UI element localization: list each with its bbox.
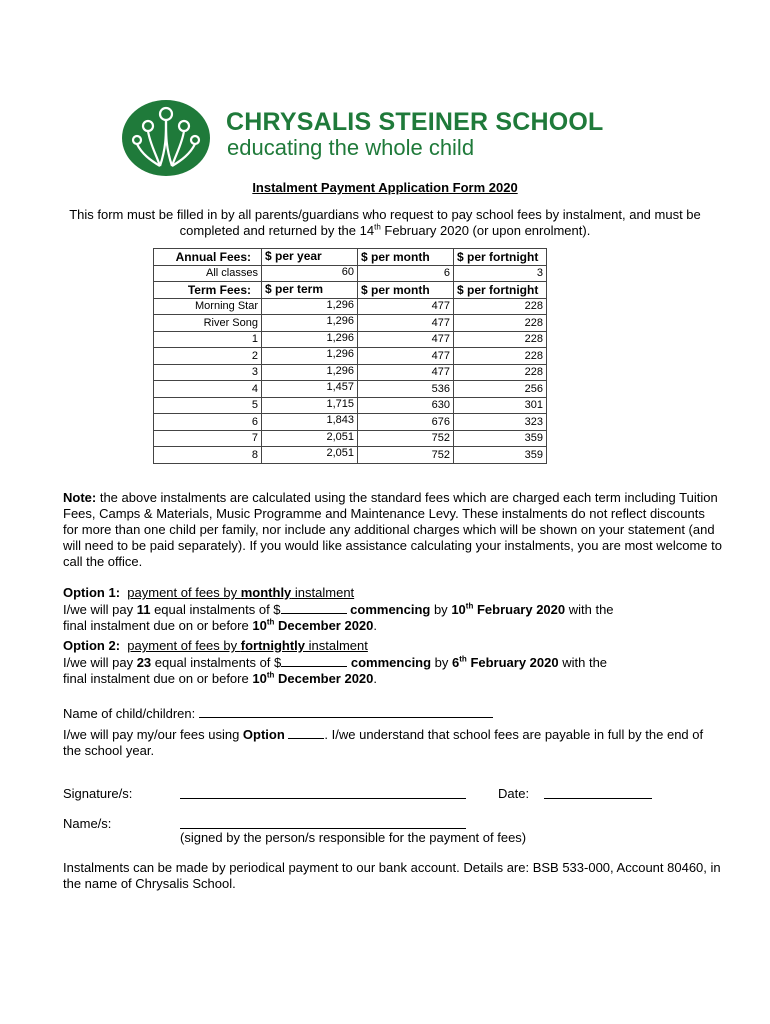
table-cell: $ per term — [262, 282, 358, 299]
table-row — [154, 331, 547, 348]
option-2-heading: payment of fees by fortnightly instalment — [127, 638, 368, 653]
tree-figures-logo-icon — [120, 96, 212, 176]
table-cell: 1,715 — [262, 397, 358, 414]
table-cell: 228 — [454, 315, 547, 332]
annual-fees-row — [154, 265, 547, 282]
table-cell: 228 — [454, 364, 547, 381]
signature-label: Signature/s: — [63, 786, 133, 801]
table-cell: 228 — [454, 331, 547, 348]
table-cell: All classes — [154, 265, 262, 282]
option-1-block: Option 1: payment of fees by monthly instalment I/we will pay 11 equal instalments of $ commencing by 10th February 2020 with the final instalment due on or before 10th December 2020. — [63, 585, 614, 633]
table-row — [154, 381, 547, 398]
table-cell: 630 — [358, 397, 454, 414]
signature-field[interactable] — [180, 798, 466, 799]
table-cell: 477 — [358, 298, 454, 315]
table-row — [154, 348, 547, 365]
table-cell: $ per month — [358, 282, 454, 299]
table-cell: 477 — [358, 331, 454, 348]
table-cell: 359 — [454, 430, 547, 447]
child-name-field[interactable] — [199, 705, 493, 718]
table-row — [154, 447, 547, 464]
table-cell: 7 — [154, 430, 262, 447]
table-row — [154, 298, 547, 315]
table-row — [154, 397, 547, 414]
table-cell: $ per fortnight — [454, 282, 547, 299]
table-cell: 2 — [154, 348, 262, 365]
table-cell: 6 — [358, 265, 454, 282]
names-label: Name/s: — [63, 816, 112, 831]
table-row — [154, 414, 547, 431]
option-1-label: Option 1: — [63, 585, 121, 600]
table-cell: 5 — [154, 397, 262, 414]
table-cell: 1,843 — [262, 414, 358, 431]
school-name: CHRYSALIS STEINER SCHOOL — [226, 108, 604, 136]
table-cell: 3 — [454, 265, 547, 282]
table-cell: 8 — [154, 447, 262, 464]
term-fees-header-row — [154, 282, 547, 299]
table-cell: River Song — [154, 315, 262, 332]
bank-details: Instalments can be made by periodical payment to our bank account. Details are: BSB 533-000, Account 80460, in the name of Chrysalis School. — [63, 860, 721, 891]
child-name-line — [63, 705, 723, 722]
option-2-label: Option 2: — [63, 638, 121, 653]
table-cell: 752 — [358, 430, 454, 447]
intro-text: This form must be filled in by all parents/guardians who request to pay school fees by instalment, and must be completed and returned by the 14th February 2020 (or upon enrolment). — [69, 207, 701, 238]
date-field[interactable] — [544, 798, 652, 799]
table-cell: 2,051 — [262, 447, 358, 464]
table-cell: 1,296 — [262, 315, 358, 332]
child-name-label: Name of child/children: — [63, 706, 196, 721]
option-2-amount-field[interactable] — [281, 654, 347, 667]
annual-fees-header-row — [154, 249, 547, 266]
table-row — [154, 315, 547, 332]
table-cell: $ per month — [358, 249, 454, 266]
note-paragraph: Note: the above instalments are calculated using the standard fees which are charged each term including Tuition Fees, Camps & Materials, Music Programme and Maintenance Levy. These instalments do not reflect discounts for more than one child per family, nor include any additional charges which will be shown on your statement (and will need to be paid separately). If you would like assistance calculating your instalments, you are most welcome to call the office. — [63, 490, 722, 569]
table-cell: 1,296 — [262, 331, 358, 348]
option-choice-field[interactable] — [288, 726, 324, 739]
table-cell: 676 — [358, 414, 454, 431]
signed-note: (signed by the person/s responsible for the payment of fees) — [180, 830, 527, 845]
table-cell: $ per fortnight — [454, 249, 547, 266]
table-cell: 536 — [358, 381, 454, 398]
table-cell: 477 — [358, 348, 454, 365]
table-cell: 256 — [454, 381, 547, 398]
table-cell: 301 — [454, 397, 547, 414]
table-cell: 477 — [358, 315, 454, 332]
option-1-heading: payment of fees by monthly instalment — [127, 585, 355, 600]
table-row — [154, 364, 547, 381]
fees-table — [153, 248, 547, 464]
table-cell: 359 — [454, 447, 547, 464]
table-cell: 2,051 — [262, 430, 358, 447]
school-tagline: educating the whole child — [227, 135, 475, 160]
table-row — [154, 430, 547, 447]
table-cell: 752 — [358, 447, 454, 464]
table-cell: 228 — [454, 298, 547, 315]
table-cell: 228 — [454, 348, 547, 365]
table-cell: Annual Fees: — [154, 249, 262, 266]
table-cell: 477 — [358, 364, 454, 381]
table-cell: 1,296 — [262, 364, 358, 381]
table-cell: 1,296 — [262, 298, 358, 315]
table-cell: 1 — [154, 331, 262, 348]
table-cell: Morning Star — [154, 298, 262, 315]
date-label: Date: — [498, 786, 530, 801]
table-cell: 1,457 — [262, 381, 358, 398]
table-cell: 3 — [154, 364, 262, 381]
table-cell: 6 — [154, 414, 262, 431]
names-field[interactable] — [180, 828, 466, 829]
table-cell: Term Fees: — [154, 282, 262, 299]
table-cell: 323 — [454, 414, 547, 431]
table-cell: 60 — [262, 265, 358, 282]
option-choice-line: I/we will pay my/our fees using Option . I/we understand that school fees are payable in full by the end of the school year. — [63, 727, 704, 758]
table-cell: 4 — [154, 381, 262, 398]
table-cell: 1,296 — [262, 348, 358, 365]
option-2-block: Option 2: payment of fees by fortnightly instalment I/we will pay 23 equal instalments of $ commencing by 6th February 2020 with the final instalment due on or before 10th December 2020. — [63, 638, 608, 686]
option-1-amount-field[interactable] — [281, 601, 347, 614]
table-cell: $ per year — [262, 249, 358, 266]
form-title: Instalment Payment Application Form 2020 — [252, 180, 518, 195]
